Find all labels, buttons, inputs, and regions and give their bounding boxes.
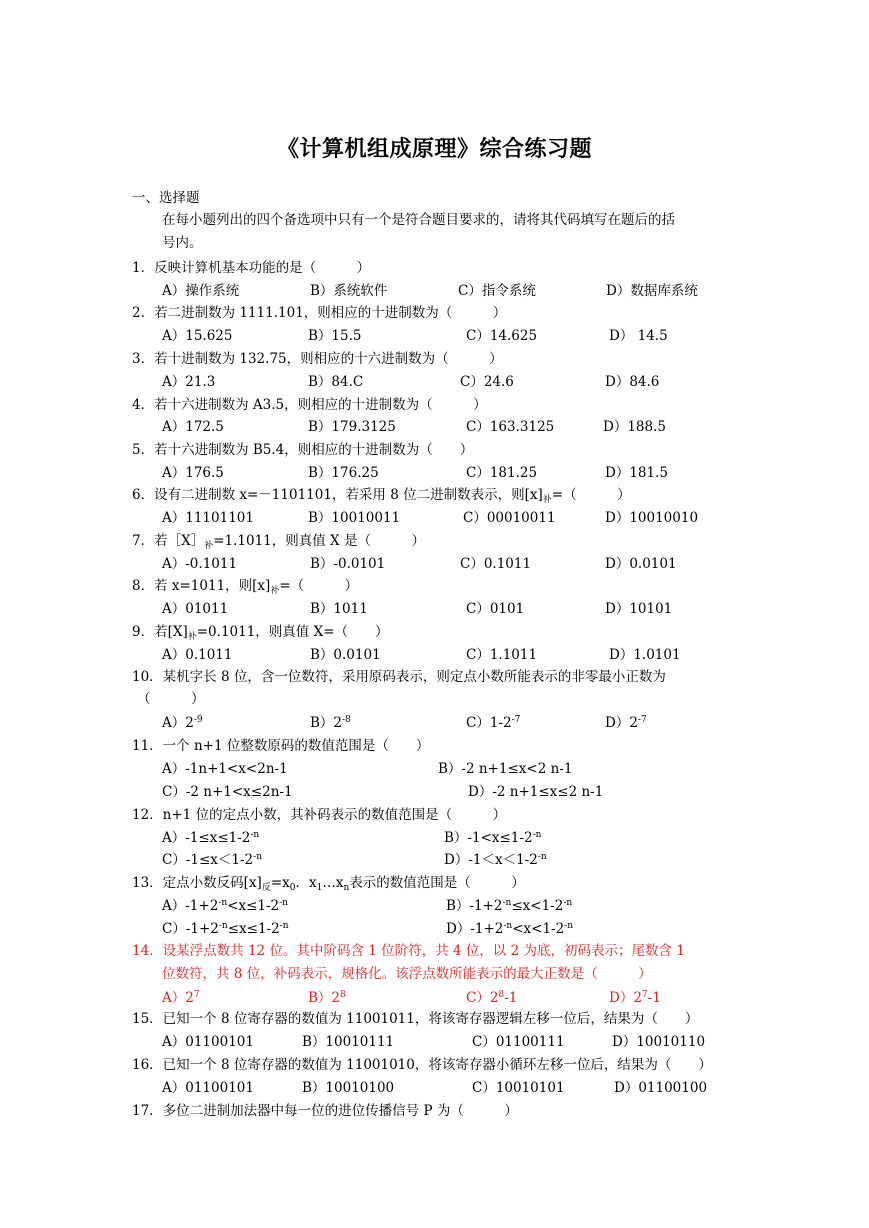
section-instruction-line-2: 号内。: [162, 235, 203, 251]
question-10-option-c[interactable]: $C)1-2^{-7}$: [466, 715, 521, 731]
question-14-stem-line-2: 位数符，共 8 位，补码表示，规格化。该浮点数所能表示的最大正数是（ ）: [162, 966, 652, 982]
question-5-option-c[interactable]: C）181.25: [466, 465, 538, 481]
question-9-option-a[interactable]: A）0.1011: [162, 647, 233, 663]
question-2-stem: 2．若二进制数为 1111.101，则相应的十进制数为（ ）: [132, 305, 507, 321]
question-10-stem-line-2: （ ）: [137, 691, 205, 707]
question-3-stem: 3．若十进制数为 132.75，则相应的十六进制数为（ ）: [132, 351, 503, 367]
question-8-option-c[interactable]: C）0101: [466, 601, 525, 617]
question-9-option-c[interactable]: C）1.1011: [466, 647, 538, 663]
question-16-stem: 16．已知一个 8 位寄存器的数值为 11001010，将该寄存器小循环左移一位后，结果为（ ）: [132, 1057, 712, 1073]
question-10-option-b[interactable]: $B)2^{-8}$: [310, 715, 351, 731]
question-12-option-a[interactable]: $A)-1\le x\le 1-2^{-n}$: [162, 830, 260, 846]
question-7-option-c[interactable]: C）0.1011: [460, 556, 532, 572]
question-8-option-b[interactable]: B）1011: [310, 601, 368, 617]
question-16-option-b[interactable]: B）10010100: [302, 1080, 395, 1096]
question-3-option-c[interactable]: C）24.6: [460, 374, 514, 390]
question-6-stem: 6．设有二进制数 x=－1101101，若采用 8 位二进制数表示，则$[x]_补=$（ ）: [132, 487, 631, 505]
question-7-option-d[interactable]: D）0.0101: [605, 556, 677, 572]
question-7-stem: 7．若$[X]_补=1.1011$，则真值 X 是（ ）: [132, 533, 425, 551]
question-7-option-b[interactable]: B）-0.0101: [310, 556, 386, 572]
question-11-option-c[interactable]: C）-2 n+1<x≤2n-1: [162, 784, 293, 800]
question-4-option-c[interactable]: C）163.3125: [466, 419, 555, 435]
question-6-option-a[interactable]: A）11101101: [162, 510, 254, 526]
question-5-stem: 5．若十六进制数为 B5.4，则相应的十进制数为（ ）: [132, 442, 474, 458]
question-4-stem: 4．若十六进制数为 A3.5，则相应的十进制数为（ ）: [132, 397, 487, 413]
question-7-option-a[interactable]: A）-0.1011: [162, 556, 238, 572]
question-12-option-c[interactable]: $C)-1\le x<1-2^{-n}$: [162, 852, 262, 868]
question-13-option-d[interactable]: $D)-1+2^{-n}<x<1-2^{-n}$: [446, 921, 574, 937]
question-1-option-c[interactable]: C）指令系统: [458, 283, 536, 299]
question-10-stem-line-1: 10．某机字长 8 位，含一位数符，采用原码表示，则定点小数所能表示的非零最小正数为: [132, 669, 666, 685]
question-5-option-d[interactable]: D）181.5: [605, 465, 668, 481]
question-1-option-b[interactable]: B）系统软件: [310, 283, 388, 299]
question-9-stem: 9．若$[X]_补=0.1011$，则真值 X=（ ）: [132, 624, 389, 642]
question-14-stem-line-1: 14．设某浮点数共 12 位。其中阶码含 1 位阶符，共 4 位，以 2 为底，初码表示；尾数含 1: [132, 943, 685, 959]
question-3-option-b[interactable]: B）84.C: [308, 374, 364, 390]
question-4-option-b[interactable]: B）179.3125: [308, 419, 396, 435]
question-8-option-d[interactable]: D）10101: [605, 601, 673, 617]
question-6-option-d[interactable]: D）10010010: [605, 510, 699, 526]
question-11-stem: 11．一个 n+1 位整数原码的数值范围是（ ）: [132, 738, 430, 754]
question-13-stem: 13．定点小数反码$[x]_反=x_0$．$x_1\dots x_n$表示的数值范围是（ ）: [132, 875, 525, 893]
question-2-option-a[interactable]: A）15.625: [162, 328, 233, 344]
question-1-option-d[interactable]: D）数据库系统: [606, 283, 698, 299]
question-5-option-b[interactable]: B）176.25: [308, 465, 379, 481]
question-11-option-b[interactable]: B）-2 n+1≤x<2 n-1: [438, 761, 573, 777]
question-4-option-a[interactable]: A）172.5: [162, 419, 224, 435]
question-14-option-d[interactable]: $D)2^7-1$: [609, 990, 661, 1006]
question-14-option-a[interactable]: $A)2^7$: [162, 990, 200, 1006]
question-17-stem: 17．多位二进制加法器中每一位的进位传播信号 P 为（ ）: [132, 1103, 518, 1119]
question-12-option-d[interactable]: $D)-1<x<1-2^{-n}$: [444, 852, 547, 868]
question-16-option-c[interactable]: C）10010101: [472, 1080, 565, 1096]
question-12-stem: 12．n+1 位的定点小数，其补码表示的数值范围是（ ）: [132, 807, 507, 823]
question-11-option-d[interactable]: D）-2 n+1≤x≤2 n-1: [468, 784, 604, 800]
section-instruction-line-1: 在每小题列出的四个备选项中只有一个是符合题目要求的，请将其代码填写在题后的括: [162, 212, 675, 228]
question-3-option-d[interactable]: D）84.6: [605, 374, 660, 390]
question-9-option-d[interactable]: D）1.0101: [609, 647, 681, 663]
question-2-option-c[interactable]: C）14.625: [466, 328, 538, 344]
question-15-option-b[interactable]: B）10010111: [302, 1034, 395, 1050]
question-2-option-d[interactable]: D） 14.5: [609, 328, 668, 344]
question-13-option-c[interactable]: $C)-1+2^{-n}\le x\le 1-2^{-n}$: [162, 921, 289, 937]
question-1-stem: 1．反映计算机基本功能的是（ ）: [132, 260, 371, 276]
question-3-option-a[interactable]: A）21.3: [162, 374, 216, 390]
question-6-option-b[interactable]: B）10010011: [308, 510, 401, 526]
question-14-option-b[interactable]: $B)2^8$: [308, 990, 346, 1006]
question-11-option-a[interactable]: A）-1n+1<x<2n-1: [162, 761, 288, 777]
question-15-option-a[interactable]: A）01100101: [162, 1034, 254, 1050]
question-5-option-a[interactable]: A）176.5: [162, 465, 224, 481]
question-13-option-a[interactable]: $A)-1+2^{-n}<x\le 1-2^{-n}$: [162, 898, 288, 914]
question-15-stem: 15．已知一个 8 位寄存器的数值为 11001011，将该寄存器逻辑左移一位后，结果为（ ）: [132, 1011, 699, 1027]
question-4-option-d[interactable]: D）188.5: [603, 419, 666, 435]
question-16-option-d[interactable]: D）01100100: [614, 1080, 708, 1096]
question-15-option-c[interactable]: C）01100111: [472, 1034, 565, 1050]
question-15-option-d[interactable]: D）10010110: [612, 1034, 706, 1050]
question-16-option-a[interactable]: A）01100101: [162, 1080, 254, 1096]
question-10-option-a[interactable]: $A)2^{-9}$: [162, 715, 203, 731]
question-1-option-a[interactable]: A）操作系统: [162, 283, 240, 299]
page-title: 《计算机组成原理》综合练习题: [276, 137, 592, 162]
question-10-option-d[interactable]: $D)2^{-7}$: [605, 715, 647, 731]
question-8-option-a[interactable]: A）01011: [162, 601, 229, 617]
section-heading: 一、选择题: [132, 190, 200, 206]
question-12-option-b[interactable]: $B)-1<x\le 1-2^{-n}$: [444, 830, 542, 846]
question-13-option-b[interactable]: $B)-1+2^{-n}\le x<1-2^{-n}$: [446, 898, 573, 914]
question-2-option-b[interactable]: B）15.5: [308, 328, 362, 344]
question-8-stem: 8．若 x=1011，则$[x]_补=$（ ）: [132, 578, 359, 596]
question-14-option-c[interactable]: $C)2^8-1$: [466, 990, 518, 1006]
question-9-option-b[interactable]: B）0.0101: [310, 647, 381, 663]
question-6-option-c[interactable]: C）00010011: [463, 510, 556, 526]
